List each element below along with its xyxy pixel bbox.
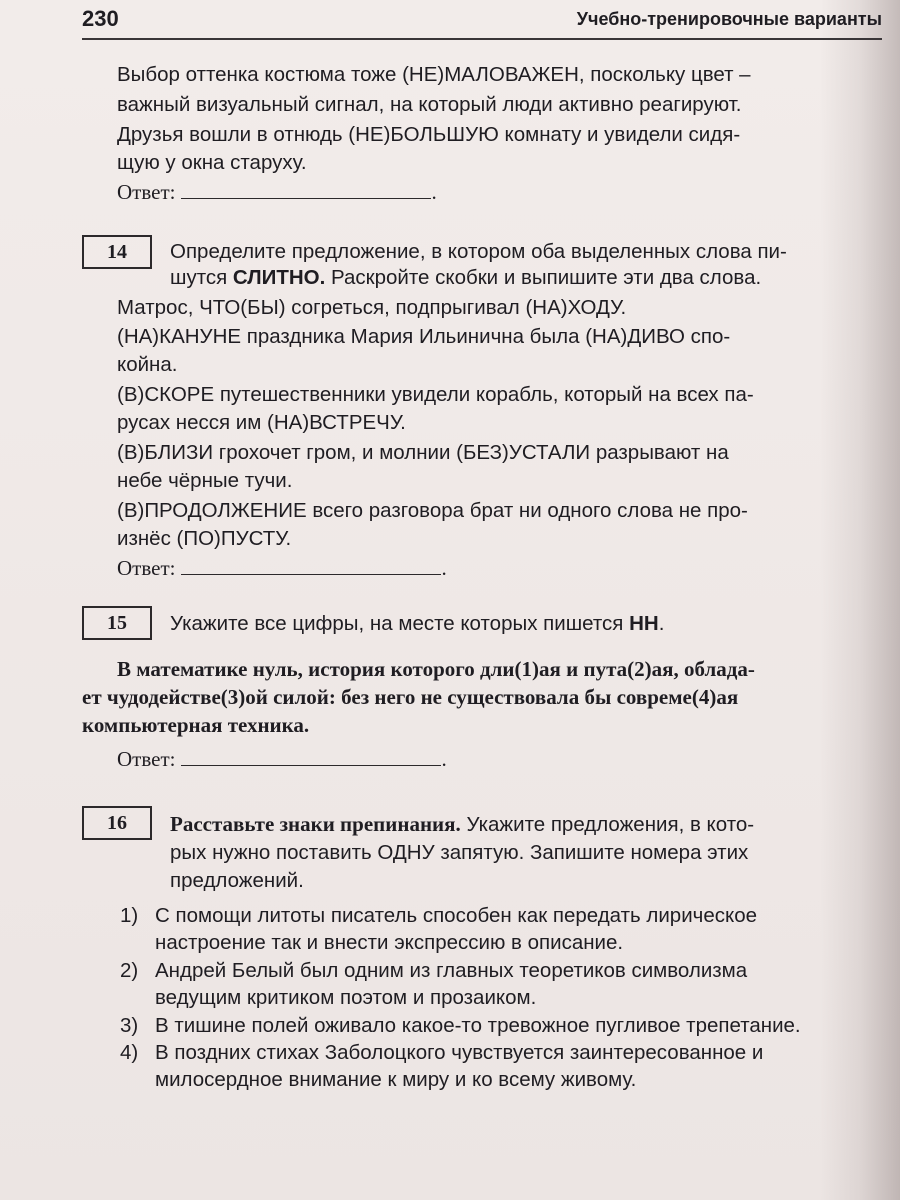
instruction-text: Раскройте скобки и выпишите эти два слова. xyxy=(325,266,762,289)
task-14-sentence: (НА)КАНУНЕ праздника Мария Ильинична была (НА)ДИВО спо- xyxy=(117,325,731,348)
list-item-number: 3) xyxy=(120,1014,139,1037)
answer-field-15: Ответ: . xyxy=(117,747,447,771)
answer-label: Ответ: xyxy=(117,747,176,771)
instruction-text: . xyxy=(658,612,665,635)
task-14-instruction-line-1 xyxy=(170,239,787,265)
list-item-line: С помощи литоты писатель способен как передать лирическое xyxy=(155,904,757,927)
page-number: 230 xyxy=(82,6,119,31)
list-item-line: милосердное внимание к миру и ко всему живому. xyxy=(155,1068,637,1091)
answer-blank xyxy=(181,747,441,766)
list-item-number: 4) xyxy=(120,1041,139,1064)
task-15-instruction xyxy=(170,611,664,637)
instruction-text: Укажите предложения, в кото- xyxy=(460,813,755,836)
emphasis-text: СЛИТНО. xyxy=(232,266,326,289)
intro-line-2: важный визуальный сигнал, на который люди активно реагируют. xyxy=(117,93,742,116)
answer-blank xyxy=(181,180,431,199)
answer-label: Ответ: xyxy=(117,180,176,204)
intro-line-3: Друзья вошли в отнюдь (НЕ)БОЛЬШУЮ комнату и увидели сидя- xyxy=(117,123,741,146)
task-number-box: 15 xyxy=(82,606,152,640)
emphasis-text: Расставьте знаки препинания. xyxy=(170,812,461,836)
task-15-text-line: ет чудодействе(3)ой силой: без него не существовала бы совреме(4)ая xyxy=(82,685,739,709)
emphasis-text: НН xyxy=(629,612,659,635)
running-title: Учебно-тренировочные варианты xyxy=(576,9,882,29)
list-item-line: В поздних стихах Заболоцкого чувствуется заинтересованное и xyxy=(155,1041,764,1064)
list-item-line: Андрей Белый был одним из главных теоретиков символизма xyxy=(155,959,748,982)
task-14-sentence: изнёс (ПО)ПУСТУ. xyxy=(117,527,292,550)
answer-field-14: Ответ: . xyxy=(117,556,447,580)
answer-blank xyxy=(181,556,441,575)
task-14-instruction-line-2 xyxy=(170,265,761,291)
list-item-number: 2) xyxy=(120,959,139,982)
task-14-sentence: Матрос, ЧТО(БЫ) согреться, подпрыгивал (НА)ХОДУ. xyxy=(117,296,627,319)
intro-line-4: щую у окна старуху. xyxy=(117,151,307,174)
answer-label: Ответ: xyxy=(117,556,176,580)
task-14-sentence: койна. xyxy=(117,353,178,376)
list-item-line: В тишине полей оживало какое-то тревожное пугливое трепетание. xyxy=(155,1014,801,1037)
answer-field-13: Ответ: . xyxy=(117,180,437,204)
task-number-box: 16 xyxy=(82,806,152,840)
list-item-number: 1) xyxy=(120,904,139,927)
task-14-sentence: (В)ПРОДОЛЖЕНИЕ всего разговора брат ни одного слова не про- xyxy=(117,499,748,522)
list-item-line: ведущим критиком поэтом и прозаиком. xyxy=(155,986,537,1009)
task-14-sentence: небе чёрные тучи. xyxy=(117,469,293,492)
instruction-text: Определите предложение, в котором оба выделенных слова пи- xyxy=(170,240,787,263)
list-item-line: настроение так и внести экспрессию в описание. xyxy=(155,931,624,954)
page-header xyxy=(82,4,882,40)
task-15-text-line: компьютерная техника. xyxy=(82,713,310,737)
task-16-instruction-line-3: предложений. xyxy=(170,869,304,892)
task-14-sentence: русах несся им (НА)ВСТРЕЧУ. xyxy=(117,411,406,434)
intro-line-1: Выбор оттенка костюма тоже (НЕ)МАЛОВАЖЕН, поскольку цвет – xyxy=(117,63,751,86)
task-14-sentence: (В)БЛИЗИ грохочет гром, и молнии (БЕЗ)УСТАЛИ разрывают на xyxy=(117,441,729,464)
instruction-text: шутся xyxy=(170,266,233,289)
task-number-box: 14 xyxy=(82,235,152,269)
task-14-sentence: (В)СКОРЕ путешественники увидели корабль, который на всех па- xyxy=(117,383,754,406)
task-16-instruction-line-2: рых нужно поставить ОДНУ запятую. Запишите номера этих xyxy=(170,841,749,864)
instruction-text: Укажите все цифры, на месте которых пишется xyxy=(170,612,630,635)
task-15-text-line: В математике нуль, история которого дли(1)ая и пута(2)ая, облада- xyxy=(117,657,755,681)
task-16-instruction-line-1 xyxy=(170,811,754,838)
